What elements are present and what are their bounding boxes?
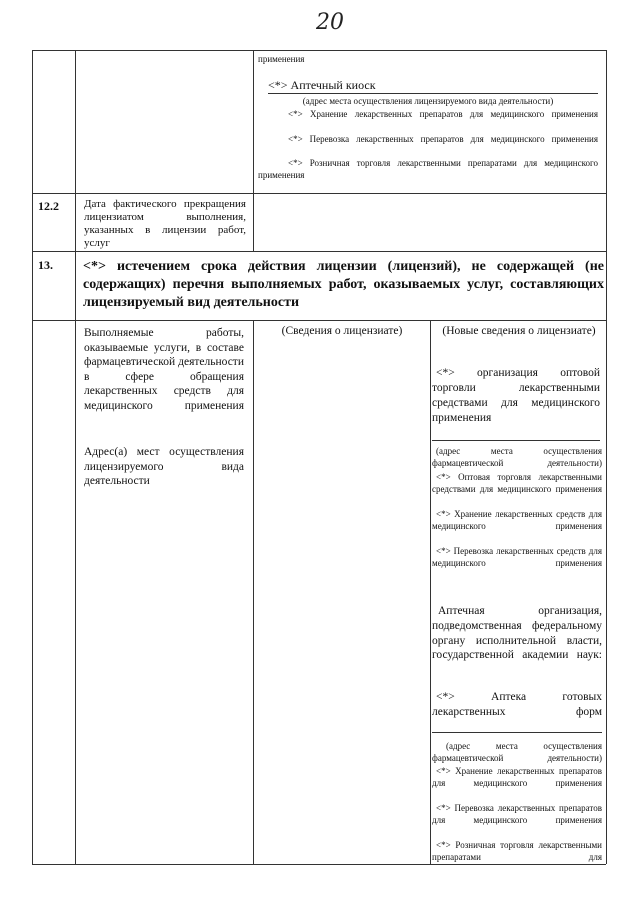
wholesale-address-caption: (адрес места осуществления фармацевтической деятельности) [432,446,602,468]
kiosk-retail-item: <*> Розничная торговля лекарственными препаратами для медицинского применения [258,158,598,180]
row-separator [32,320,606,321]
wholesale-trade-item: <*> Оптовая торговля лекарственными средствами для медицинского применения [432,472,602,494]
pharmacy-address-caption: (адрес места осуществления фармацевтической деятельности) [432,741,602,763]
table-border-top [32,50,606,51]
pharmacy-ready-forms-item: <*> Аптека готовых лекарственных форм [432,690,602,733]
number-column-divider [75,251,76,320]
table-border-left [32,50,33,864]
row-12-2-label: Дата фактического прекращения лицензиатом выполнения, указанных в лицензии работ, услуг [84,198,246,249]
current-info-header: (Сведения о лицензиате) [281,325,403,337]
new-info-header: (Новые сведения о лицензиате) [442,325,596,337]
table-border-bottom [32,864,606,865]
row-number-13: 13. [38,258,53,272]
wholesale-storage-item: <*> Хранение лекарственных средств для медицинского применения [432,509,602,531]
works-services-label: Выполняемые работы, оказываемые услуги, в составе фармацевтической деятельности в сфере обращения лекарственных средств для медицинского применения [84,327,244,412]
kiosk-title: <*> Аптечный киоск [268,78,598,94]
address-label: Адрес(а) мест осуществления лицензируемого вида деятельности [84,446,244,487]
wholesale-org-item: <*> организация оптовой торговли лекарственными средствами для медицинского применения [432,366,600,441]
pharmacy-transport-item: <*> Перевозка лекарственных препаратов для медицинского применения [432,803,602,825]
number-column-divider [75,320,76,864]
row-13-heading: <*> истечением срока действия лицензии (лицензий), не содержащей (не содержащих) перечня выполняемых работ, оказываемых услуг, составляющих лицензируемый вид деятельности [83,259,604,310]
row-separator [32,251,606,252]
row-number-12-2: 12.2 [38,199,59,213]
new-info-column-divider [430,320,431,864]
pharmacy-storage-item: <*> Хранение лекарственных препаратов для медицинского применения [432,766,602,788]
pharmacy-org-item: Аптечная организация, подведомственная федеральному органу исполнительной власти, государственной академии наук: [432,605,602,662]
kiosk-storage-item: <*> Хранение лекарственных препаратов для медицинского применения [288,109,598,119]
table-border-right [606,50,607,864]
page-number: 20 [316,10,344,35]
label-column-divider [253,50,254,251]
label-column-divider [253,320,254,864]
continued-text: применения [258,54,305,64]
wholesale-transport-item: <*> Перевозка лекарственных средств для медицинского применения [432,546,602,568]
number-column-divider [75,50,76,251]
kiosk-address-caption: (адрес места осуществления лицензируемого вида деятельности) [302,96,554,106]
row-separator [32,193,606,194]
kiosk-transport-item: <*> Перевозка лекарственных препаратов для медицинского применения [288,134,598,144]
pharmacy-retail-item: <*> Розничная торговля лекарственными препаратами для [432,840,602,862]
